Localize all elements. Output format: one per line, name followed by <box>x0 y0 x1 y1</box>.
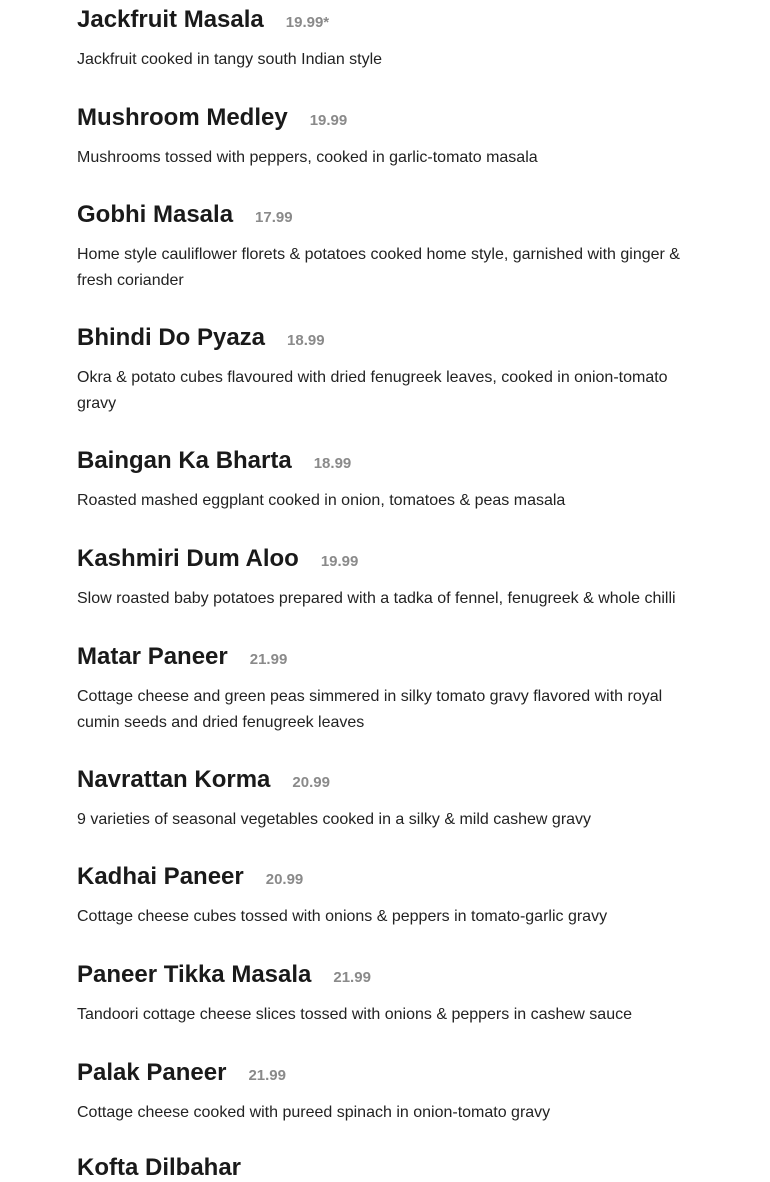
menu-item <box>77 6 697 73</box>
menu-item-name: Kofta Dilbahar <box>77 1154 242 1181</box>
menu-item-description: Roasted mashed eggplant cooked in onion, tomatoes & peas masala <box>77 492 566 509</box>
menu-item-header <box>77 643 697 674</box>
menu-item-description: Home style cauliflower florets & potatoes cooked home style, garnished with ginger & fresh coriander <box>77 246 680 289</box>
menu-item <box>77 1154 697 1182</box>
menu-item-name: Bhindi Do Pyaza <box>77 324 266 351</box>
menu-item-description: Jackfruit cooked in tangy south Indian style <box>77 51 383 68</box>
menu-item-name: Kashmiri Dum Aloo <box>77 545 299 572</box>
menu-item-description: 9 varieties of seasonal vegetables cooked in a silky & mild cashew gravy <box>77 811 592 828</box>
menu-item-description: Mushrooms tossed with peppers, cooked in garlic-tomato masala <box>77 149 538 166</box>
menu-item-description: Cottage cheese cubes tossed with onions & peppers in tomato-garlic gravy <box>77 908 608 925</box>
menu-item-header <box>77 201 697 232</box>
menu-item-name: Jackfruit Masala <box>77 6 264 33</box>
menu-item <box>77 201 697 293</box>
menu-item-name: Paneer Tikka Masala <box>77 961 312 988</box>
menu-item-description: Tandoori cottage cheese slices tossed with onions & peppers in cashew sauce <box>77 1006 632 1023</box>
menu-item-name: Palak Paneer <box>77 1059 227 1086</box>
menu-item <box>77 766 697 833</box>
menu-item-header <box>77 104 697 135</box>
menu-item <box>77 643 697 735</box>
menu-item <box>77 324 697 416</box>
menu-item-name: Kadhai Paneer <box>77 863 244 890</box>
menu-item <box>77 545 697 612</box>
menu-item <box>77 1059 697 1126</box>
menu-item-price: 18.99 <box>313 455 352 472</box>
menu-item-price: 20.99 <box>265 871 304 888</box>
menu-item-name: Baingan Ka Bharta <box>77 447 292 474</box>
menu-item-price: 19.99 <box>309 112 348 129</box>
menu-item-price: 20.99 <box>292 774 330 791</box>
menu-item <box>77 863 697 930</box>
menu-item-header <box>77 1154 697 1182</box>
menu-item-price: 19.99 <box>320 553 359 570</box>
menu-item <box>77 961 697 1028</box>
menu-item-header <box>77 447 697 478</box>
menu-item-description: Cottage cheese and green peas simmered in silky tomato gravy flavored with royal cumin seeds and dried fenugreek leaves <box>77 688 663 731</box>
menu-item-description: Okra & potato cubes flavoured with dried fenugreek leaves, cooked in onion-tomato gravy <box>77 369 668 412</box>
menu-item-description: Slow roasted baby potatoes prepared with a tadka of fennel, fenugreek & whole chilli <box>77 590 676 607</box>
menu-item-name: Navrattan Korma <box>77 766 271 793</box>
menu-item-name: Mushroom Medley <box>77 104 288 131</box>
menu-item-header <box>77 961 697 992</box>
menu-item-description: Cottage cheese cooked with pureed spinach in onion-tomato gravy <box>77 1104 551 1121</box>
menu-item-header <box>77 6 697 37</box>
menu-item-header <box>77 1059 697 1090</box>
menu-item-name: Gobhi Masala <box>77 201 234 228</box>
menu-item-price: 17.99 <box>255 209 293 226</box>
menu-item <box>77 104 697 171</box>
menu-item-header <box>77 766 697 797</box>
menu-item-price: 21.99 <box>333 969 371 986</box>
menu-item-header <box>77 324 697 355</box>
menu-item-name: Matar Paneer <box>77 643 228 670</box>
menu-item-price: 21.99 <box>249 651 288 668</box>
menu-item <box>77 447 697 514</box>
menu-item-price: 19.99* <box>285 14 330 31</box>
menu-item-price: 21.99 <box>248 1067 286 1084</box>
menu-item-header <box>77 545 697 576</box>
menu-item-price: 18.99 <box>287 332 325 349</box>
menu-item-header <box>77 863 697 894</box>
